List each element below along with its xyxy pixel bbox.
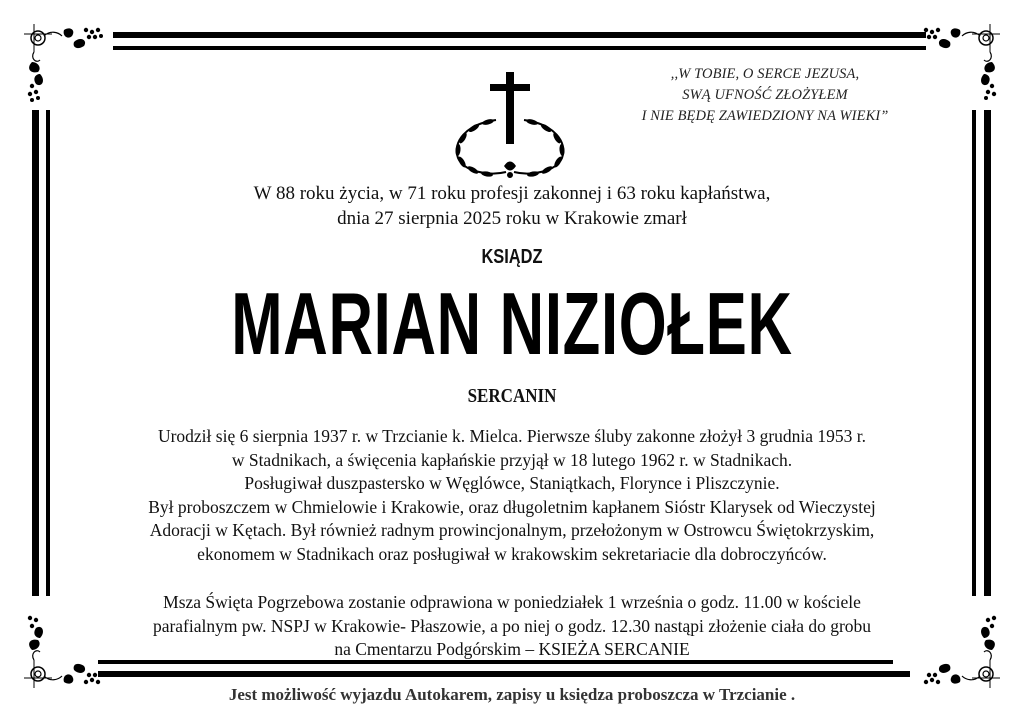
bio-line: Był proboszczem w Chmielowie i Krakowie, oraz długoletnim kapłanem Sióstr Klarysek od Wieczystej (148, 496, 876, 517)
intro-line: dnia 27 sierpnia 2025 roku w Krakowie zmarł (337, 208, 687, 229)
floral-corner-top-left-icon (22, 22, 112, 112)
bus-trip-note: Jest możliwość wyjazdu Autokarem, zapisy u księdza proboszcza w Trzcianie . (228, 685, 796, 704)
funeral-line: parafialnym pw. NSPJ w Krakowie- Płaszowie, a po niej o godz. 12.30 nastąpi złożenie ciała do grobu (152, 615, 872, 636)
funeral-line: na Cmentarzu Podgórskim – KSIEŻA SERCANIE (334, 639, 690, 659)
clerical-title: KSIĄDZ (481, 246, 543, 268)
border-top-thick (113, 32, 926, 38)
quote-line: SWĄ UFNOŚĆ ZŁOŻYŁEM (682, 87, 848, 103)
religious-order: SERCANIN (467, 385, 557, 407)
bio-line: w Stadnikach, a święcenia kapłańskie przyjął w 18 lutego 1962 r. w Stadnikach. (231, 449, 793, 470)
intro-line: W 88 roku życia, w 71 roku profesji zakonnej i 63 roku kapłaństwa, (253, 183, 771, 204)
quote-line: ,,W TOBIE, O SERCE JEZUSA, (670, 66, 860, 82)
funeral-line: Msza Święta Pogrzebowa zostanie odprawiona w poniedziałek 1 września o godz. 11.00 w kościele (163, 592, 861, 612)
biography (0, 425, 1024, 566)
religious-quote (600, 64, 930, 127)
bio-line: ekonomem w Stadnikach oraz posługiwał w krakowskim sekretariacie dla dobroczyńców. (197, 543, 827, 564)
deceased-name: MARIAN NIZIOŁEK (231, 274, 793, 373)
border-top-thin (113, 46, 926, 50)
bio-line: Adoracji w Kętach. Był również radnym prowincjonalnym, przełożonym w Ostrowcu Świętokrzyskim, (149, 520, 875, 540)
funeral-details (0, 591, 1024, 662)
border-bottom-thick (98, 671, 910, 677)
cross-with-wreath-icon (446, 68, 576, 180)
bio-line: Urodził się 6 sierpnia 1937 r. w Trzcianie k. Mielca. Pierwsze śluby zakonne złożył 3 grudnia 1953 r. (157, 426, 867, 446)
bio-line: Posługiwał duszpastersko w Węglówce, Staniątkach, Florynce i Pliszczynie. (244, 473, 780, 493)
death-announcement (0, 181, 1024, 231)
quote-line: I NIE BĘDĘ ZAWIEDZIONY NA WIEKI” (641, 108, 889, 124)
